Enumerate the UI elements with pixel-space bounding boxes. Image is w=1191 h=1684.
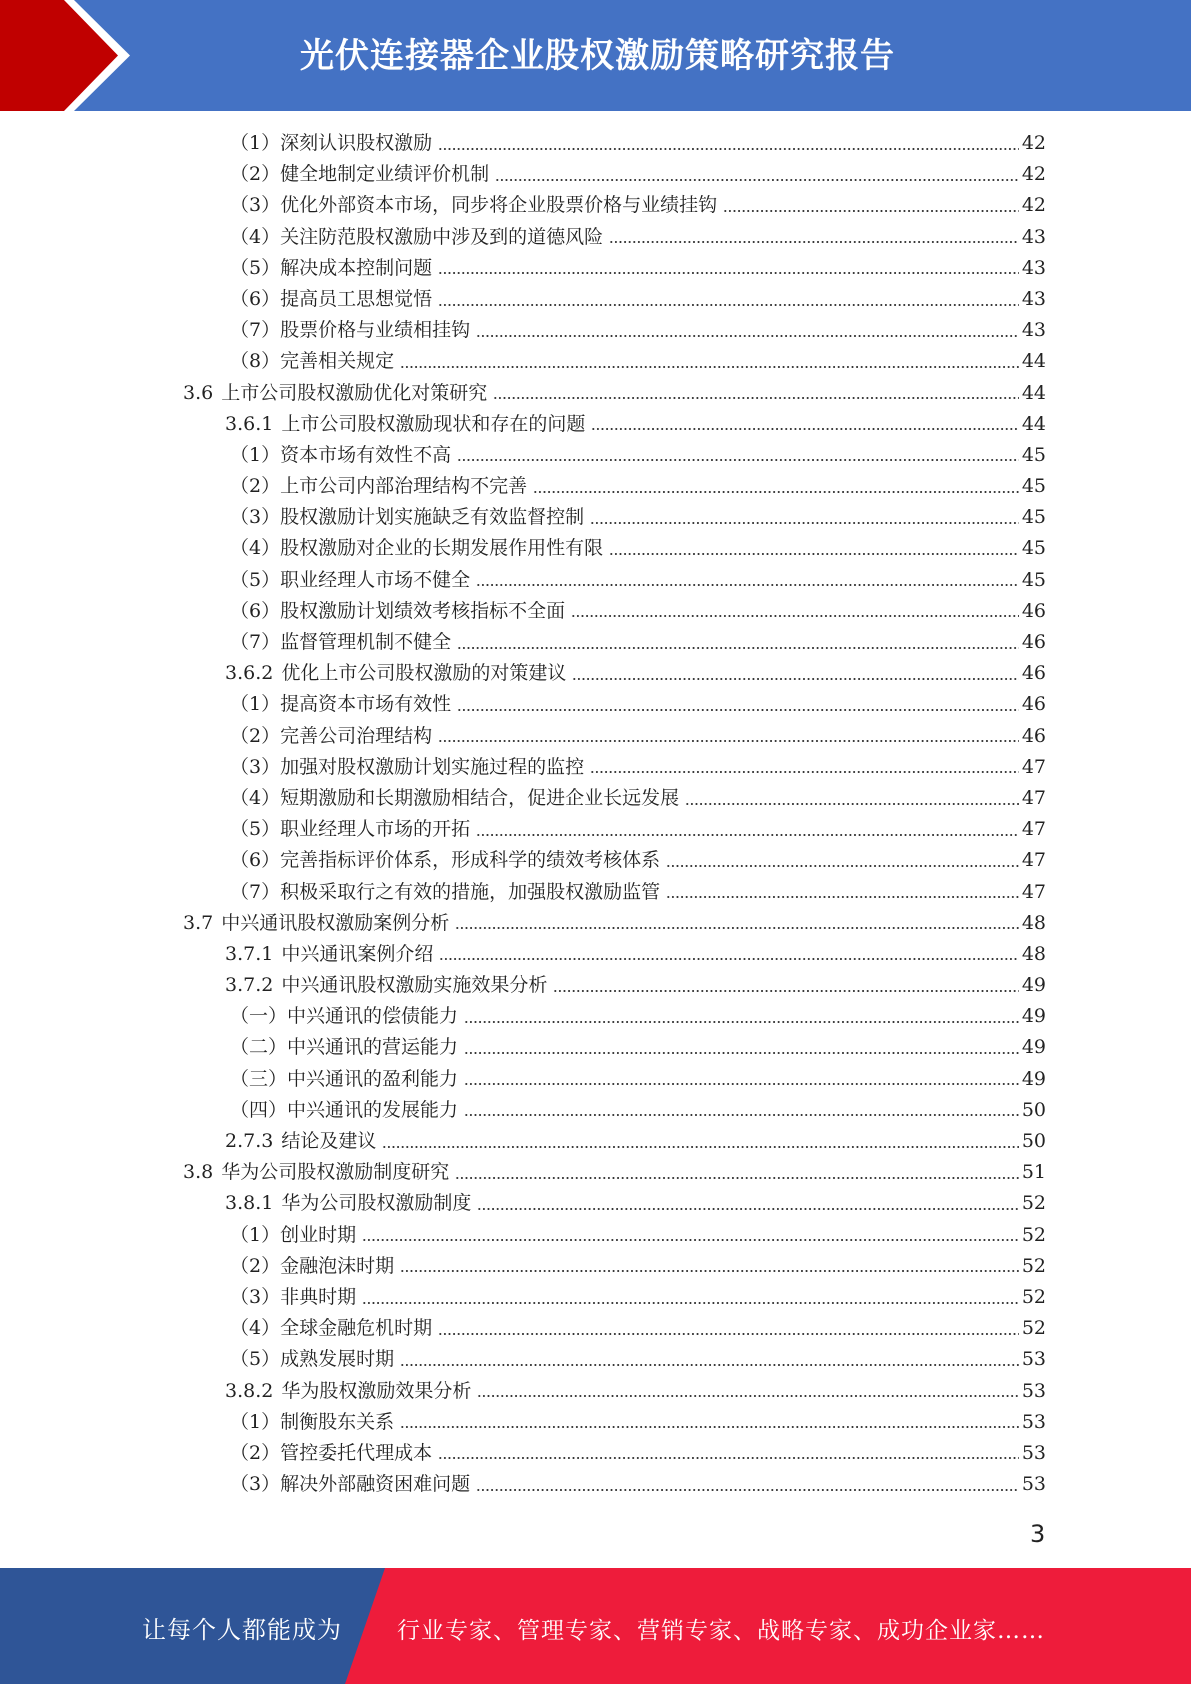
toc-entry[interactable]	[0, 1313, 1046, 1344]
toc-entry-title: 成熟发展时期	[280, 1348, 395, 1371]
toc-entry-title: 股权激励计划实施缺乏有效监督控制	[280, 506, 585, 529]
toc-entry[interactable]	[0, 627, 1046, 658]
toc-dot-leader	[400, 1363, 1019, 1367]
toc-entry-title: 中兴通讯的盈利能力	[287, 1067, 459, 1090]
toc-entry-number: （1）	[230, 132, 281, 154]
toc-entry-page: 52	[1021, 1223, 1046, 1246]
toc-entry[interactable]	[0, 409, 1046, 440]
toc-entry-number: （3）	[230, 194, 281, 217]
toc-entry[interactable]	[0, 190, 1046, 221]
toc-entry-title: 加强对股权激励计划实施过程的监控	[280, 755, 585, 778]
toc-entry-label	[230, 1001, 458, 1032]
toc-entry-label	[225, 1126, 376, 1157]
toc-entry-number: 3.7.2	[225, 974, 274, 997]
toc-entry-title: 完善指标评价体系，形成科学的绩效考核体系	[280, 849, 661, 872]
toc-entry-label	[230, 1220, 356, 1251]
toc-entry[interactable]	[0, 814, 1046, 845]
toc-entry-page: 53	[1021, 1348, 1046, 1371]
toc-entry[interactable]	[0, 1188, 1046, 1219]
toc-entry-title: 上市公司内部治理结构不完善	[280, 475, 528, 498]
toc-entry[interactable]	[0, 1064, 1046, 1095]
toc-entry-label	[230, 1251, 394, 1282]
toc-dot-leader	[400, 365, 1019, 369]
toc-entry[interactable]	[0, 658, 1046, 689]
toc-entry-title: 解决成本控制问题	[280, 256, 433, 279]
toc-dot-leader	[723, 209, 1019, 213]
toc-dot-leader	[590, 770, 1019, 774]
toc-dot-leader	[400, 1269, 1019, 1273]
toc-entry-number: 3.8.2	[225, 1379, 274, 1402]
toc-entry[interactable]	[0, 315, 1046, 346]
toc-entry-title: 股票价格与业绩相挂钩	[280, 319, 471, 342]
toc-entry-title: 解决外部融资困难问题	[280, 1473, 471, 1496]
page-header	[0, 0, 1191, 111]
toc-entry-page: 45	[1021, 475, 1046, 498]
toc-entry[interactable]	[0, 970, 1046, 1001]
toc-entry-title: 职业经理人市场的开拓	[280, 818, 471, 841]
toc-entry[interactable]	[0, 1469, 1046, 1500]
toc-dot-leader	[438, 303, 1019, 307]
toc-entry-title: 中兴通讯的发展能力	[287, 1098, 459, 1121]
toc-entry[interactable]	[0, 908, 1046, 939]
toc-dot-leader	[438, 739, 1019, 743]
toc-entry-label	[225, 1188, 471, 1219]
toc-entry-number: （5）	[230, 1348, 281, 1371]
toc-entry[interactable]	[0, 502, 1046, 533]
toc-entry-number: （7）	[230, 880, 281, 903]
toc-entry-label	[225, 939, 433, 970]
toc-entry-title: 优化外部资本市场，同步将企业股票价格与业绩挂钩	[280, 194, 718, 217]
toc-entry[interactable]	[0, 159, 1046, 190]
toc-dot-leader	[464, 1020, 1019, 1024]
table-of-contents	[0, 128, 1191, 1500]
toc-entry-number: （5）	[230, 818, 281, 841]
toc-entry-number: （1）	[230, 1223, 281, 1246]
toc-entry-title: 提高员工思想觉悟	[280, 287, 433, 310]
toc-entry-number: 3.8	[183, 1161, 214, 1184]
toc-entry-page: 43	[1021, 319, 1046, 342]
toc-entry-page: 47	[1021, 786, 1046, 809]
toc-entry-label	[230, 284, 432, 315]
toc-entry-number: 3.8.1	[225, 1192, 274, 1215]
toc-entry-label	[230, 1095, 458, 1126]
toc-entry-page: 46	[1021, 631, 1046, 653]
toc-entry-title: 非典时期	[280, 1285, 357, 1308]
toc-entry-page: 46	[1021, 662, 1046, 685]
toc-entry-title: 提高资本市场有效性	[280, 693, 452, 716]
toc-dot-leader	[464, 1051, 1019, 1055]
toc-entry-number: （4）	[230, 1317, 281, 1340]
toc-entry-number: （四）	[230, 1098, 288, 1121]
toc-entry-title: 华为公司股权激励制度研究	[221, 1161, 450, 1184]
toc-entry-number: （2）	[230, 1254, 281, 1277]
toc-entry-page: 52	[1021, 1192, 1046, 1215]
toc-entry-title: 深刻认识股权激励	[280, 132, 433, 154]
toc-entry-label	[225, 658, 566, 689]
toc-entry-page: 52	[1021, 1317, 1046, 1340]
toc-entry-page: 44	[1021, 412, 1046, 435]
toc-entry-number: （3）	[230, 506, 281, 529]
toc-entry[interactable]	[0, 128, 1046, 159]
toc-entry-number: （3）	[230, 1473, 281, 1496]
toc-dot-leader	[493, 396, 1019, 400]
toc-dot-leader	[477, 1394, 1018, 1398]
toc-entry[interactable]	[0, 596, 1046, 627]
toc-entry-page: 42	[1021, 132, 1046, 154]
toc-dot-leader	[476, 334, 1019, 338]
toc-entry[interactable]	[0, 378, 1046, 409]
toc-entry-title: 上市公司股权激励优化对策研究	[221, 381, 488, 404]
toc-entry[interactable]	[0, 721, 1046, 752]
toc-entry[interactable]	[0, 877, 1046, 908]
toc-entry-number: （4）	[230, 786, 281, 809]
toc-entry[interactable]	[0, 689, 1046, 720]
toc-dot-leader	[464, 1082, 1019, 1086]
toc-entry[interactable]	[0, 845, 1046, 876]
toc-entry-page: 49	[1021, 1005, 1046, 1028]
toc-dot-leader	[457, 646, 1019, 650]
toc-entry-title: 监督管理机制不健全	[280, 631, 452, 653]
toc-entry[interactable]	[0, 471, 1046, 502]
toc-entry-page: 43	[1021, 225, 1046, 248]
toc-entry-number: 3.6.1	[225, 412, 274, 435]
toc-entry-number: （三）	[230, 1067, 288, 1090]
toc-entry-page: 53	[1021, 1379, 1046, 1402]
toc-entry-label	[230, 596, 565, 627]
toc-entry-title: 股权激励对企业的长期发展作用性有限	[280, 537, 604, 560]
toc-entry-number: （8）	[230, 350, 281, 373]
toc-entry-page: 46	[1021, 693, 1046, 716]
toc-entry-page: 45	[1021, 568, 1046, 591]
toc-entry[interactable]	[0, 1407, 1046, 1438]
page-footer	[0, 1568, 1191, 1684]
toc-entry-label	[230, 689, 451, 720]
toc-entry-label	[230, 128, 432, 159]
toc-entry-label	[230, 783, 679, 814]
toc-entry-title: 优化上市公司股权激励的对策建议	[281, 662, 567, 685]
toc-entry-number: （2）	[230, 724, 281, 747]
toc-entry-page: 45	[1021, 506, 1046, 529]
toc-entry[interactable]	[0, 1032, 1046, 1063]
toc-entry-number: 2.7.3	[225, 1130, 274, 1152]
toc-dot-leader	[438, 1332, 1019, 1336]
toc-entry-page: 52	[1021, 1254, 1046, 1277]
toc-entry-page: 51	[1021, 1161, 1046, 1184]
toc-entry-number: （二）	[230, 1036, 288, 1059]
toc-entry-page: 50	[1021, 1098, 1046, 1121]
toc-entry-page: 47	[1021, 818, 1046, 841]
toc-entry-number: （7）	[230, 319, 281, 342]
toc-entry[interactable]	[0, 1126, 1046, 1157]
toc-entry-number: （1）	[230, 1410, 281, 1433]
toc-entry-label	[230, 565, 470, 596]
toc-dot-leader	[495, 178, 1019, 182]
toc-dot-leader	[533, 490, 1019, 494]
toc-entry-label	[230, 1344, 394, 1375]
toc-entry-number: （5）	[230, 568, 281, 591]
toc-entry[interactable]	[0, 222, 1046, 253]
toc-entry-label	[230, 845, 660, 876]
toc-entry-title: 短期激励和长期激励相结合，促进企业长远发展	[280, 786, 680, 809]
toc-entry-label	[230, 253, 432, 284]
toc-entry-title: 创业时期	[280, 1223, 357, 1246]
toc-entry-number: 3.6.2	[225, 662, 274, 685]
toc-dot-leader	[476, 1488, 1019, 1492]
toc-entry-page: 44	[1021, 381, 1046, 404]
toc-entry-title: 股权激励计划绩效考核指标不全面	[280, 599, 566, 622]
toc-entry-number: （7）	[230, 631, 281, 653]
toc-entry-number: （1）	[230, 443, 281, 466]
toc-dot-leader	[553, 989, 1018, 993]
toc-dot-leader	[464, 1113, 1019, 1117]
toc-entry-page: 44	[1021, 350, 1046, 373]
toc-entry-page: 42	[1021, 194, 1046, 217]
toc-entry-title: 关注防范股权激励中涉及到的道德风险	[280, 225, 604, 248]
footer-slogan-left: 让每个人都能成为	[142, 1616, 342, 1644]
toc-entry-label	[183, 908, 449, 939]
toc-dot-leader	[455, 1176, 1019, 1180]
toc-entry-title: 全球金融危机时期	[280, 1317, 433, 1340]
toc-entry-page: 47	[1021, 755, 1046, 778]
toc-entry-number: （5）	[230, 256, 281, 279]
toc-entry[interactable]	[0, 1220, 1046, 1251]
toc-dot-leader	[666, 864, 1019, 868]
toc-entry-page: 48	[1021, 911, 1046, 934]
toc-entry-title: 积极采取行之有效的措施，加强股权激励监管	[280, 880, 661, 903]
toc-entry-title: 管控委托代理成本	[280, 1441, 433, 1464]
toc-entry-title: 制衡股东关系	[280, 1410, 395, 1433]
toc-entry-label	[230, 1032, 458, 1063]
toc-entry-label	[230, 315, 470, 346]
toc-entry[interactable]	[0, 1001, 1046, 1032]
toc-entry[interactable]	[0, 1251, 1046, 1282]
toc-entry-title: 金融泡沫时期	[280, 1254, 395, 1277]
toc-dot-leader	[362, 1238, 1019, 1242]
toc-entry-number: （1）	[230, 693, 281, 716]
toc-entry-label	[230, 877, 660, 908]
footer-slogan-right: 行业专家、管理专家、营销专家、战略专家、成功企业家……	[397, 1618, 1045, 1644]
toc-entry[interactable]	[0, 783, 1046, 814]
toc-dot-leader	[382, 1145, 1018, 1149]
toc-dot-leader	[476, 833, 1019, 837]
toc-entry-label	[230, 471, 527, 502]
toc-entry-title: 中兴通讯股权激励实施效果分析	[281, 974, 548, 997]
toc-entry-number: 3.7	[183, 911, 214, 934]
toc-dot-leader	[362, 1301, 1019, 1305]
toc-entry-page: 49	[1021, 1067, 1046, 1090]
toc-entry-title: 中兴通讯股权激励案例分析	[221, 911, 450, 934]
toc-dot-leader	[400, 1425, 1019, 1429]
toc-entry-title: 华为股权激励效果分析	[281, 1379, 472, 1402]
toc-entry-label	[230, 1313, 432, 1344]
toc-entry[interactable]	[0, 440, 1046, 471]
toc-dot-leader	[666, 895, 1019, 899]
toc-entry-page: 53	[1021, 1473, 1046, 1496]
toc-entry-title: 中兴通讯的偿债能力	[287, 1005, 459, 1028]
toc-entry[interactable]	[0, 1095, 1046, 1126]
toc-entry-label	[230, 814, 470, 845]
toc-dot-leader	[438, 147, 1019, 151]
toc-entry-label	[183, 1157, 449, 1188]
toc-dot-leader	[457, 708, 1019, 712]
toc-entry-label	[230, 627, 451, 658]
toc-entry-number: （2）	[230, 1441, 281, 1464]
toc-entry-number: （4）	[230, 537, 281, 560]
toc-entry-number: （4）	[230, 225, 281, 248]
toc-entry-title: 结论及建议	[281, 1130, 377, 1152]
toc-dot-leader	[590, 521, 1019, 525]
toc-entry-label	[225, 970, 547, 1001]
toc-entry-label	[230, 222, 603, 253]
toc-entry-label	[230, 1282, 356, 1313]
toc-entry[interactable]	[0, 1376, 1046, 1407]
toc-entry-title: 中兴通讯的营运能力	[287, 1036, 459, 1059]
toc-entry-title: 健全地制定业绩评价机制	[280, 163, 490, 186]
toc-entry-page: 43	[1021, 287, 1046, 310]
toc-entry[interactable]	[0, 752, 1046, 783]
toc-entry-label	[230, 1064, 458, 1095]
toc-entry-page: 49	[1021, 1036, 1046, 1059]
toc-entry-number: （3）	[230, 755, 281, 778]
toc-entry-label	[230, 1438, 432, 1469]
toc-entry[interactable]	[0, 533, 1046, 564]
toc-entry[interactable]	[0, 565, 1046, 596]
toc-entry-number: （6）	[230, 849, 281, 872]
toc-entry-title: 上市公司股权激励现状和存在的问题	[281, 412, 586, 435]
toc-dot-leader	[609, 240, 1019, 244]
toc-entry-page: 46	[1021, 724, 1046, 747]
toc-entry-page: 48	[1021, 942, 1046, 965]
toc-entry-page: 53	[1021, 1410, 1046, 1433]
toc-dot-leader	[685, 802, 1019, 806]
toc-entry-label	[230, 721, 432, 752]
toc-entry-label	[230, 533, 603, 564]
toc-entry-number: （一）	[230, 1005, 288, 1028]
toc-entry[interactable]	[0, 1282, 1046, 1313]
toc-entry-page: 52	[1021, 1285, 1046, 1308]
toc-entry-page: 47	[1021, 880, 1046, 903]
toc-dot-leader	[457, 458, 1019, 462]
toc-entry[interactable]	[0, 253, 1046, 284]
chevron-arrow-icon	[0, 0, 160, 111]
toc-entry[interactable]	[0, 1438, 1046, 1469]
toc-entry-title: 职业经理人市场不健全	[280, 568, 471, 591]
toc-entry-label	[183, 378, 487, 409]
toc-entry-label	[230, 1469, 470, 1500]
toc-dot-leader	[477, 1207, 1018, 1211]
toc-entry-label	[230, 159, 489, 190]
toc-dot-leader	[609, 552, 1019, 556]
toc-entry-page: 42	[1021, 163, 1046, 186]
toc-dot-leader	[591, 427, 1018, 431]
toc-dot-leader	[476, 583, 1019, 587]
toc-entry[interactable]	[0, 939, 1046, 970]
toc-entry-number: （6）	[230, 287, 281, 310]
toc-entry[interactable]	[0, 346, 1046, 377]
toc-entry-page: 46	[1021, 599, 1046, 622]
toc-entry-number: （2）	[230, 163, 281, 186]
toc-entry-label	[230, 346, 394, 377]
toc-entry-page: 43	[1021, 256, 1046, 279]
toc-entry-label	[230, 440, 451, 471]
toc-entry-page: 50	[1021, 1130, 1046, 1152]
toc-entry-number: （3）	[230, 1285, 281, 1308]
toc-dot-leader	[571, 614, 1019, 618]
toc-entry-title: 资本市场有效性不高	[280, 443, 452, 466]
toc-entry[interactable]	[0, 1344, 1046, 1375]
toc-entry-page: 45	[1021, 537, 1046, 560]
toc-entry-page: 49	[1021, 974, 1046, 997]
toc-entry-label	[230, 502, 584, 533]
toc-entry-label	[225, 409, 585, 440]
toc-entry-page: 45	[1021, 443, 1046, 466]
toc-entry-title: 华为公司股权激励制度	[281, 1192, 472, 1215]
document-title: 光伏连接器企业股权激励策略研究报告	[300, 36, 895, 76]
page-number: 3	[1030, 1520, 1046, 1548]
toc-entry-title: 完善相关规定	[280, 350, 395, 373]
toc-entry-page: 47	[1021, 849, 1046, 872]
toc-entry-title: 中兴通讯案例介绍	[281, 942, 434, 965]
toc-entry-label	[230, 1407, 394, 1438]
toc-entry-label	[225, 1376, 471, 1407]
toc-entry-number: 3.6	[183, 381, 214, 404]
toc-dot-leader	[438, 271, 1019, 275]
toc-dot-leader	[438, 1456, 1019, 1460]
toc-entry-number: （6）	[230, 599, 281, 622]
toc-dot-leader	[455, 926, 1019, 930]
toc-dot-leader	[572, 677, 1018, 681]
toc-entry-page: 53	[1021, 1441, 1046, 1464]
toc-entry-title: 完善公司治理结构	[280, 724, 433, 747]
toc-entry-number: 3.7.1	[225, 942, 274, 965]
toc-entry-number: （2）	[230, 475, 281, 498]
toc-entry-label	[230, 752, 584, 783]
toc-dot-leader	[439, 957, 1018, 961]
toc-entry[interactable]	[0, 1157, 1046, 1188]
toc-entry-label	[230, 190, 717, 221]
toc-entry[interactable]	[0, 284, 1046, 315]
